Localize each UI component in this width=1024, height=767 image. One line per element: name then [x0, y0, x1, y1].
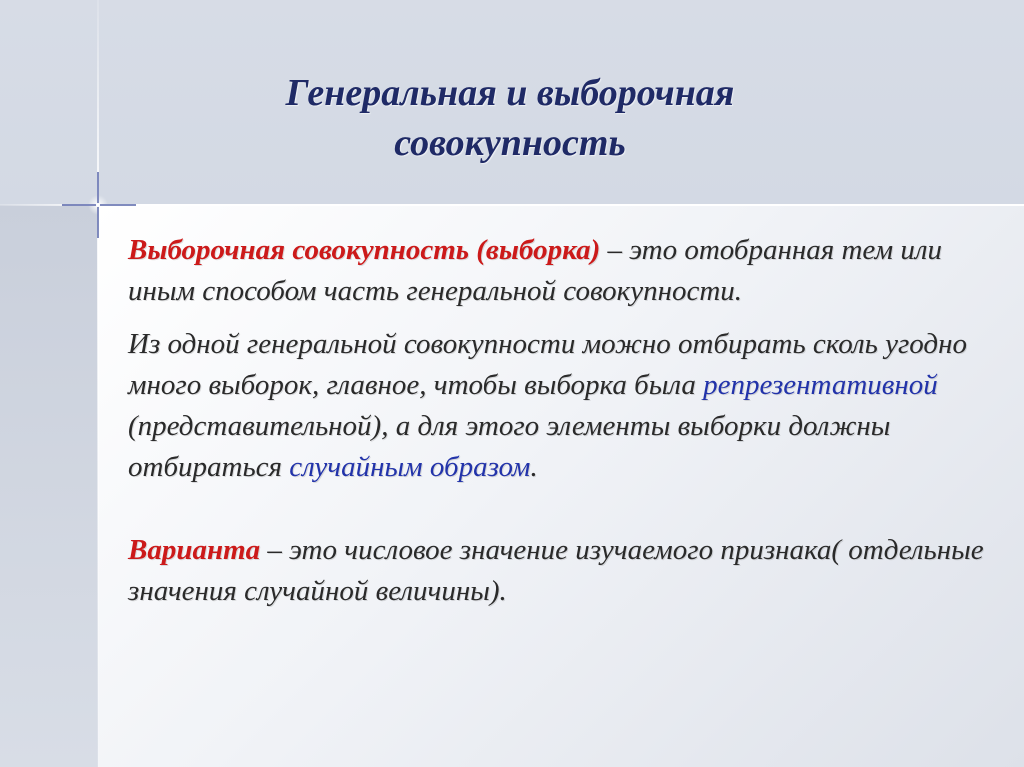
slide-body — [128, 230, 988, 624]
paragraph-2-part-3: . — [530, 451, 538, 483]
term-representative: репрезентативной — [703, 369, 938, 401]
vertical-divider — [97, 0, 99, 767]
paragraph-representativeness — [128, 324, 988, 488]
left-strip — [0, 205, 98, 767]
title-line-1: Генеральная и выборочная — [285, 72, 735, 114]
paragraph-3-rest: – это числовое значение изучаемого признака( отдельные значения случайной величины). — [128, 534, 984, 607]
term-random: случайным образом — [289, 451, 531, 483]
paragraph-variant-definition — [128, 530, 988, 612]
term-variant: Варианта — [128, 534, 261, 566]
slide-title — [160, 68, 860, 168]
term-sample: Выборочная совокупность (выборка) — [128, 234, 601, 266]
paragraph-sample-definition — [128, 230, 988, 312]
title-line-2: совокупность — [394, 122, 626, 164]
paragraph-2-part-2: (представительной), а для этого элементы выборки должны отбираться — [128, 410, 891, 483]
paragraph-2-part-1: Из одной генеральной совокупности можно отбирать сколь угодно много выборок, главное, чтобы выборка была — [128, 328, 967, 401]
paragraph-1-rest: – это отобранная тем или иным способом часть генеральной совокупности. — [128, 234, 942, 307]
horizontal-divider — [0, 204, 1024, 206]
